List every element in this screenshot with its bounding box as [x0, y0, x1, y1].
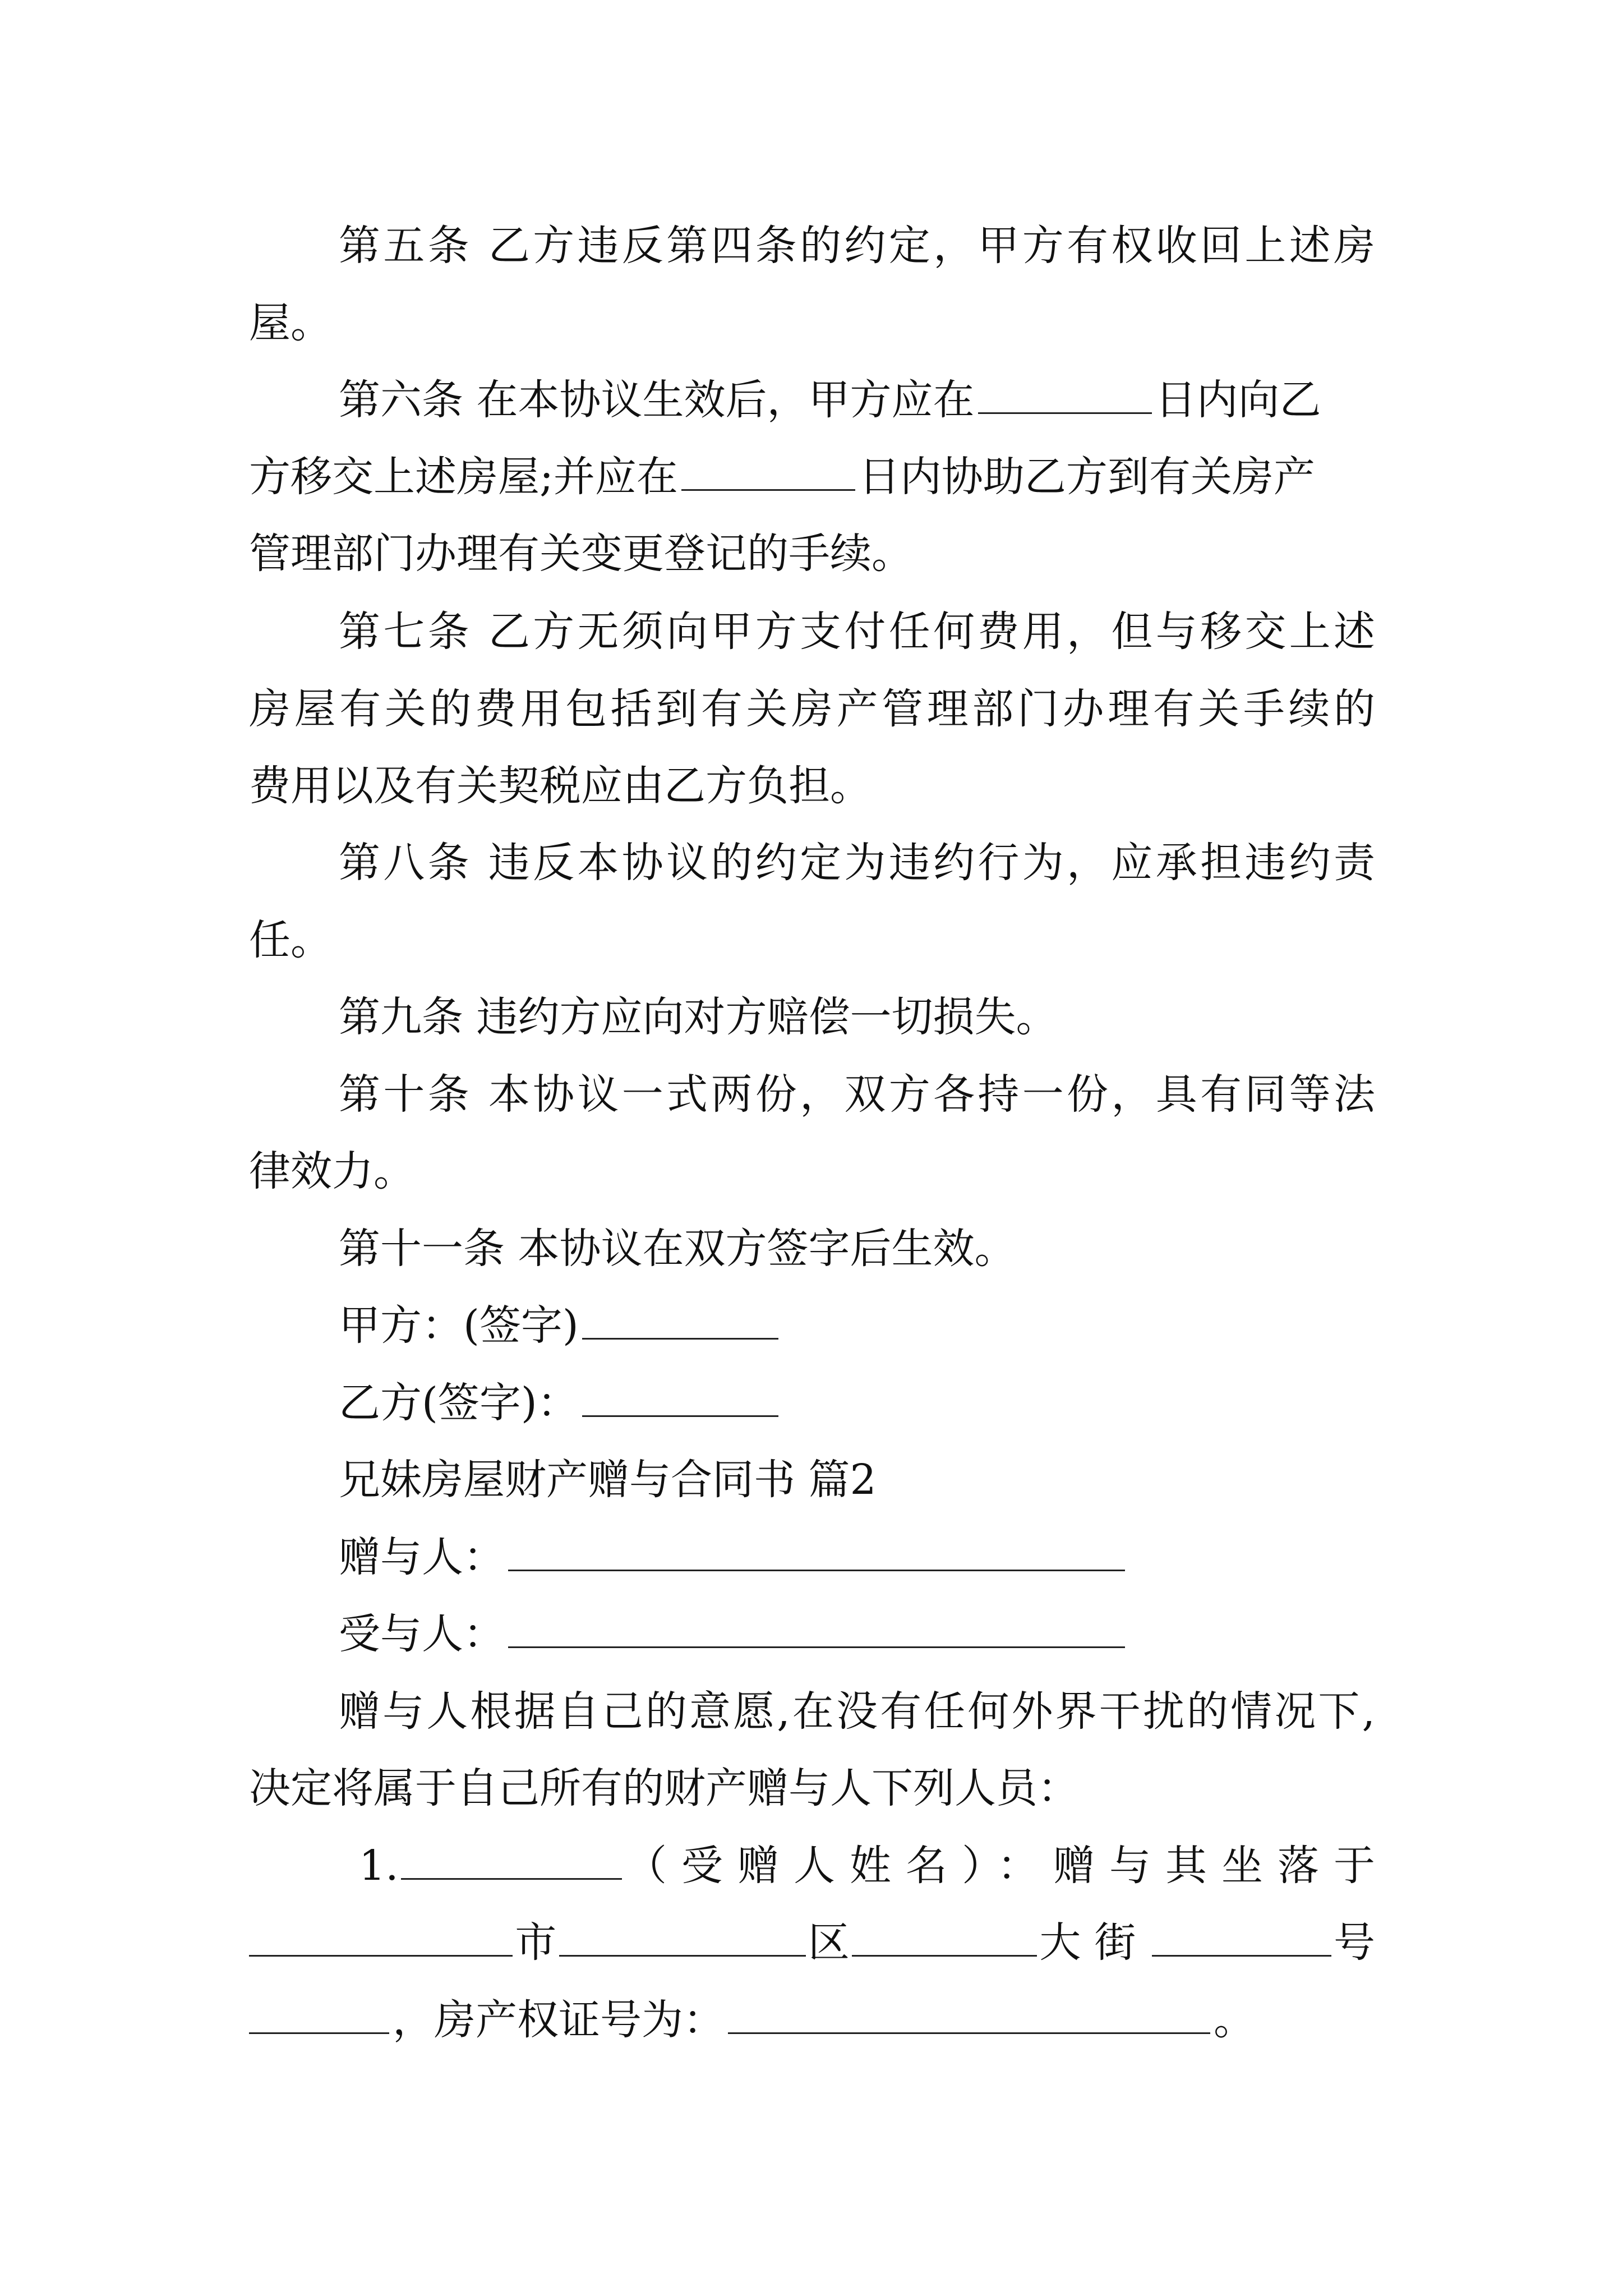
- donor-blank: [508, 1535, 1125, 1571]
- intro-text-1: 赠与人根据自己的意愿,在没有任何外界干扰的情况下,: [339, 1687, 1375, 1736]
- intro-text-2: 决定将属于自己所有的财产赠与人下列人员：: [249, 1764, 1079, 1812]
- street-blank-1: [852, 1920, 1037, 1957]
- article6-line3: [249, 528, 913, 579]
- unit-blank: [249, 1998, 389, 2034]
- item1-text-a: （受赠人姓名）：赠与其坐落于: [625, 1842, 1390, 1890]
- city-label: 市: [515, 1918, 557, 1967]
- article9-text-1: 第九条 违约方应向对方赔偿一切损失。: [339, 993, 1058, 1041]
- donor-line: [339, 1532, 1128, 1582]
- donee-blank: [508, 1612, 1125, 1648]
- article10-line2: [249, 1146, 415, 1197]
- cert-number-blank: [728, 1998, 1210, 2034]
- article8-line1: [339, 838, 1375, 888]
- article6-text-1a: 第六条 在本协议生效后，甲方应在: [339, 376, 975, 424]
- donor-label: 赠与人：: [339, 1533, 505, 1581]
- article11-text-1: 第十一条 本协议在双方签字后生效。: [339, 1225, 1016, 1273]
- section2-title-text: 兄妹房屋财产赠与合同书 篇2: [339, 1456, 877, 1504]
- article7-line1: [339, 606, 1375, 657]
- intro-line1: [339, 1686, 1375, 1737]
- article5-line1: [339, 220, 1375, 271]
- days-blank-2: [681, 454, 855, 491]
- article7-line2: [249, 684, 1375, 734]
- party-b-label: 乙方(签字)：: [339, 1379, 579, 1427]
- article8-text-2: 任。: [249, 916, 332, 964]
- article10-text-1: 第十条 本协议一式两份，双方各持一份，具有同等法: [339, 1070, 1375, 1119]
- article6-text-1b: 日内向乙: [1155, 376, 1321, 424]
- article7-line3: [249, 761, 872, 811]
- party-b-signature: [339, 1378, 782, 1428]
- donee-name-blank: [401, 1843, 622, 1880]
- article11-line1: [339, 1223, 1016, 1274]
- item1-line2: [249, 1917, 1375, 1968]
- article5-text-1: 第五条 乙方违反第四条的约定，甲方有权收回上述房: [339, 222, 1375, 270]
- party-b-signature-blank: [582, 1381, 778, 1417]
- city-blank: [249, 1920, 513, 1957]
- district-blank: [559, 1920, 806, 1957]
- donee-label: 受与人：: [339, 1610, 505, 1658]
- article7-text-3: 费用以及有关契税应由乙方负担。: [249, 762, 872, 810]
- article7-text-1: 第七条 乙方无须向甲方支付任何费用，但与移交上述: [339, 608, 1375, 656]
- article6-text-3: 管理部门办理有关变更登记的手续。: [249, 530, 913, 578]
- article10-text-2: 律效力。: [249, 1147, 415, 1195]
- party-a-label: 甲方：(签字): [339, 1301, 579, 1350]
- article7-text-2: 房屋有关的费用包括到有关房产管理部门办理有关手续的: [249, 685, 1375, 733]
- article5-text-2: 屋。: [249, 299, 332, 347]
- cert-label: ，房产权证号为：: [393, 1996, 725, 2044]
- district-label: 区: [808, 1918, 850, 1967]
- article6-line2: [249, 452, 1315, 502]
- item1-number: 1.: [359, 1842, 399, 1890]
- intro-line2: [249, 1763, 1079, 1814]
- street-label: 大街: [1039, 1918, 1150, 1967]
- article6-line1: [339, 375, 1321, 425]
- article6-text-2a: 方移交上述房屋;并应在: [249, 453, 678, 501]
- party-a-signature: [339, 1300, 782, 1351]
- article8-line2: [249, 915, 332, 965]
- section2-title: [339, 1455, 877, 1505]
- article10-line1: [339, 1069, 1375, 1120]
- article5-line2: [249, 298, 332, 348]
- party-a-signature-blank: [582, 1303, 778, 1340]
- number-label: 号: [1333, 1918, 1375, 1967]
- days-blank-1: [978, 378, 1152, 414]
- article6-text-2b: 日内协助乙方到有关房产: [858, 453, 1315, 501]
- item1-line3: [249, 1995, 1255, 2045]
- street-number-blank: [1152, 1920, 1331, 1957]
- donee-line: [339, 1609, 1128, 1659]
- item1-end-period: 。: [1214, 1996, 1255, 2044]
- article8-text-1: 第八条 违反本协议的约定为违约行为，应承担违约责: [339, 839, 1375, 887]
- item1-line1: [359, 1841, 1390, 1891]
- article9-line1: [339, 992, 1058, 1042]
